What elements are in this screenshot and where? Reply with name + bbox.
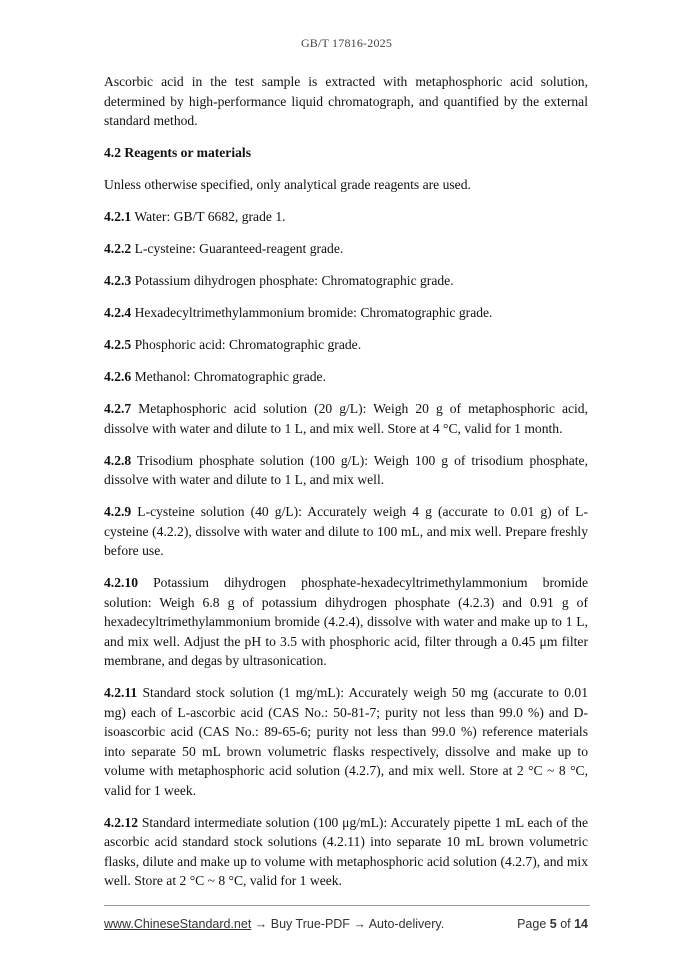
section-heading: 4.2 Reagents or materials — [104, 145, 251, 160]
clause-number: 4.2.11 — [104, 685, 138, 700]
section-intro-paragraph: Unless otherwise specified, only analytical grade reagents are used. — [104, 177, 471, 192]
total-pages-number: 14 — [574, 917, 588, 931]
clause-4-2-3 — [104, 271, 588, 291]
clause-text: Standard intermediate solution (100 μg/mL): Accurately pipette 1 mL each of the ascorbic acid standard stock solutions (4.2.11) into separate 10 mL brown volumetric flasks, dilute and make up to volume with metaphosphoric acid solution (4.2.7), and mix well. Store at 2 °C ~ 8 °C, valid for 1 week. — [104, 814, 588, 888]
clause-number: 4.2.1 — [104, 209, 132, 224]
page-label: Page — [517, 917, 550, 931]
clause-4-2-8 — [104, 451, 588, 490]
intro-paragraph: Ascorbic acid in the test sample is extracted with metaphosphoric acid solution, determined by high-performance liquid chromatograph, and quantified by the external standard method. — [104, 74, 588, 128]
clause-text: Standard stock solution (1 mg/mL): Accurately weigh 50 mg (accurate to 0.01 mg) each of L-ascorbic acid (CAS No.: 50-81-7; purity not less than 99.0 %) and D-isoascorbic acid (CAS No.: 89-65-6; purity not less than 99.0 %) reference materials into separate 50 mL brown volumetric flasks respectively, dissolve and make up to volume with metaphosphoric acid solution (4.2.7), and mix well. Store at 2 °C ~ 8 °C, valid for 1 week. — [104, 685, 588, 798]
clause-text: Hexadecyltrimethylammonium bromide: Chromatographic grade. — [131, 305, 493, 320]
clause-4-2-7 — [104, 399, 588, 438]
clause-text: L-cysteine solution (40 g/L): Accurately weigh 4 g (accurate to 0.01 g) of L-cysteine (4.2.2), dissolve with water and dilute to 100 mL, and mix well. Prepare freshly before use. — [104, 504, 588, 558]
clause-number: 4.2.3 — [104, 273, 132, 288]
clause-number: 4.2.8 — [104, 452, 132, 468]
clause-text: Water: GB/T 6682, grade 1. — [131, 209, 286, 224]
clause-4-2-4 — [104, 303, 588, 323]
clause-text: Potassium dihydrogen phosphate: Chromatographic grade. — [131, 273, 454, 288]
clause-number: 4.2.7 — [104, 401, 132, 416]
clause-4-2-10 — [104, 573, 588, 671]
current-page-number: 5 — [549, 917, 557, 931]
document-code-header: GB/T 17816-2025 — [300, 36, 393, 50]
clause-number: 4.2.12 — [104, 814, 138, 830]
clause-text: Potassium dihydrogen phosphate-hexadecyltrimethylammonium bromide solution: Weigh 6.8 g of potassium dihydrogen phosphate (4.2.3) and 0.91 g of hexadecyltrimethylammonium bromide (4.2.4), dissolve with water and make up to 1 L, and mix well. Adjust the pH to 3.5 with phosphoric acid, filter through a 0.45 μm filter membrane, and degas by ultrasonication. — [104, 575, 588, 668]
clause-4-2-9 — [104, 502, 588, 561]
clause-4-2-12 — [104, 813, 588, 891]
site-link[interactable]: www.ChineseStandard.net — [104, 917, 252, 931]
promo-text: → Buy True-PDF → Auto-delivery. — [251, 917, 445, 931]
clause-text: L-cysteine: Guaranteed-reagent grade. — [131, 241, 344, 256]
clause-4-2-5 — [104, 335, 588, 355]
clause-number: 4.2.2 — [104, 241, 132, 256]
clause-number: 4.2.4 — [104, 305, 132, 320]
clause-number: 4.2.5 — [104, 337, 132, 352]
clause-text: Metaphosphoric acid solution (20 g/L): Weigh 20 g of metaphosphoric acid, dissolve with water and dilute to 1 L, and mix well. Store at 4 °C, valid for 1 month. — [104, 401, 588, 436]
clause-4-2-1 — [104, 207, 588, 227]
clause-text: Methanol: Chromatographic grade. — [131, 369, 326, 384]
clause-text: Phosphoric acid: Chromatographic grade. — [131, 337, 362, 352]
clause-4-2-2 — [104, 239, 588, 259]
clause-4-2-11 — [104, 683, 588, 800]
clause-number: 4.2.10 — [104, 575, 138, 590]
clause-number: 4.2.6 — [104, 369, 132, 384]
clause-number: 4.2.9 — [104, 504, 132, 519]
page-number — [517, 917, 588, 931]
footer-divider — [104, 905, 590, 906]
page-of-label: of — [556, 917, 575, 931]
footer-promo — [104, 917, 444, 931]
page-body — [104, 72, 588, 903]
clause-text: Trisodium phosphate solution (100 g/L): Weigh 100 g of trisodium phosphate, dissolve with water and dilute to 1 L, and mix well. — [104, 452, 588, 487]
clause-4-2-6 — [104, 367, 588, 387]
